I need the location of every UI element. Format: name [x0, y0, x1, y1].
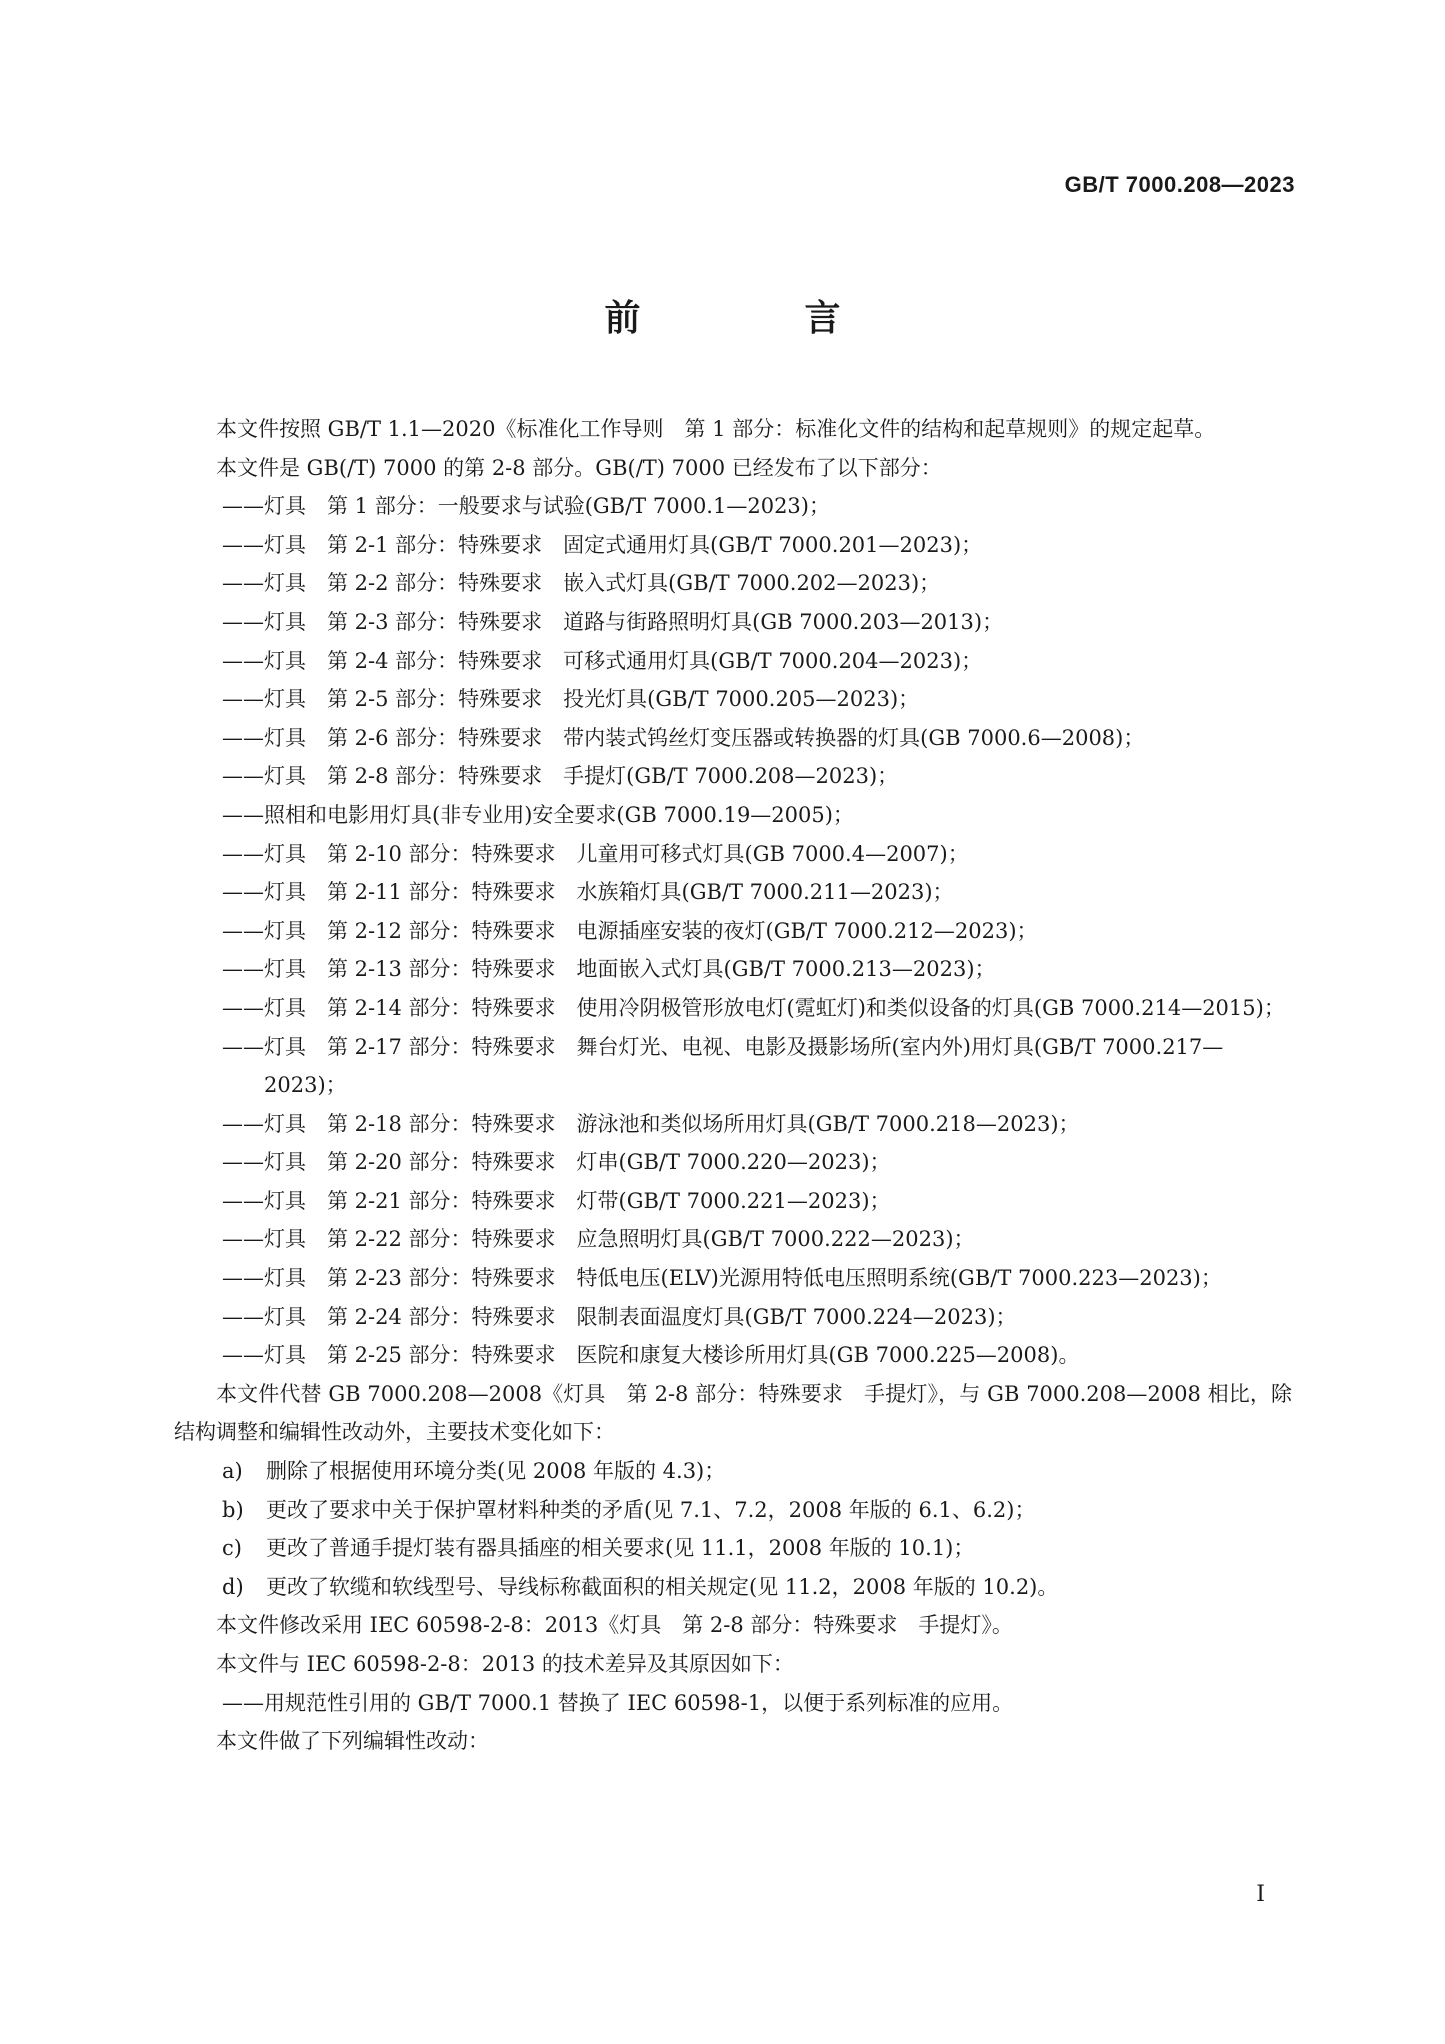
list-item: ——灯具 第 2-17 部分：特殊要求 舞台灯光、电视、电影及摄影场所(室内外)用灯具(GB/T 7000.217—2023)； [222, 1034, 1224, 1098]
list-item: ——灯具 第 2-24 部分：特殊要求 限制表面温度灯具(GB/T 7000.224—2023)； [222, 1304, 1017, 1329]
list-item [174, 1491, 1292, 1530]
list-item-tag: a) [222, 1459, 243, 1484]
list-item: ——灯具 第 2-2 部分：特殊要求 嵌入式灯具(GB/T 7000.202—2023)； [222, 571, 941, 596]
list-item: ——灯具 第 2-25 部分：特殊要求 医院和康复大楼诊所用灯具(GB 7000.225—2008)。 [222, 1343, 1080, 1368]
list-item: ——灯具 第 2-21 部分：特殊要求 灯带(GB/T 7000.221—2023)； [222, 1188, 891, 1213]
list-item: ——灯具 第 2-5 部分：特殊要求 投光灯具(GB/T 7000.205—2023)； [222, 687, 920, 712]
document-body [174, 410, 1292, 1761]
list-item-text: 更改了普通手提灯装有器具插座的相关要求(见 11.1，2008 年版的 10.1)； [266, 1536, 975, 1561]
list-item-tag: b) [222, 1497, 244, 1522]
list-item: ——灯具 第 2-3 部分：特殊要求 道路与街路照明灯具(GB 7000.203—2013)； [222, 609, 1004, 634]
list-item-text: 更改了要求中关于保护罩材料种类的矛盾(见 7.1、7.2，2008 年版的 6.1、6.2)； [266, 1497, 1036, 1522]
paragraph-replacement: 本文件代替 GB 7000.208—2008《灯具 第 2-8 部分：特殊要求 手提灯》，与 GB 7000.208—2008 相比，除结构调整和编辑性改动外，主要技术变化如下： [174, 1381, 1292, 1445]
list-item: ——灯具 第 2-12 部分：特殊要求 电源插座安装的夜灯(GB/T 7000.212—2023)； [222, 918, 1038, 943]
list-item: ——灯具 第 2-14 部分：特殊要求 使用冷阴极管形放电灯(霓虹灯)和类似设备的灯具(GB 7000.214—2015)； [222, 995, 1285, 1020]
list-item: ——灯具 第 2-13 部分：特殊要求 地面嵌入式灯具(GB/T 7000.213—2023)； [222, 957, 996, 982]
paragraph-drafting-basis: 本文件按照 GB/T 1.1—2020《标准化工作导则 第 1 部分：标准化文件的结构和起草规则》的规定起草。 [216, 417, 1216, 441]
paragraph-editorial-changes: 本文件做了下列编辑性改动： [216, 1729, 489, 1754]
list-item-tag: c) [222, 1536, 242, 1561]
list-item-text: 更改了软缆和软线型号、导线标称截面积的相关规定(见 11.2，2008 年版的 10.2)。 [266, 1574, 1059, 1599]
standard-code: GB/T 7000.208—2023 [1064, 172, 1295, 197]
changes-list [174, 1452, 1292, 1606]
parts-list [174, 487, 1292, 1375]
list-item: ——灯具 第 2-8 部分：特殊要求 手提灯(GB/T 7000.208—2023)； [222, 764, 899, 789]
list-item: ——灯具 第 2-11 部分：特殊要求 水族箱灯具(GB/T 7000.211—2023)； [222, 880, 954, 905]
list-item-text: 删除了根据使用环境分类(见 2008 年版的 4.3)； [266, 1459, 726, 1484]
paragraph-technical-differences: 本文件与 IEC 60598-2-8：2013 的技术差异及其原因如下： [216, 1652, 794, 1676]
list-item: ——用规范性引用的 GB/T 7000.1 替换了 IEC 60598-1，以便于系列标准的应用。 [222, 1690, 1014, 1715]
list-item: ——灯具 第 2-10 部分：特殊要求 儿童用可移式灯具(GB 7000.4—2007)； [222, 841, 969, 866]
list-item: ——照相和电影用灯具(非专业用)安全要求(GB 7000.19—2005)； [222, 802, 854, 827]
list-item: ——灯具 第 2-4 部分：特殊要求 可移式通用灯具(GB/T 7000.204—2023)； [222, 648, 983, 673]
list-item: ——灯具 第 2-18 部分：特殊要求 游泳池和类似场所用灯具(GB/T 7000.218—2023)； [222, 1111, 1080, 1136]
list-item: ——灯具 第 1 部分：一般要求与试验(GB/T 7000.1—2023)； [222, 494, 830, 519]
list-item: ——灯具 第 2-22 部分：特殊要求 应急照明灯具(GB/T 7000.222—2023)； [222, 1227, 975, 1252]
list-item [174, 1568, 1292, 1607]
page-title: 前 言 [604, 297, 905, 339]
list-item: ——灯具 第 2-20 部分：特殊要求 灯串(GB/T 7000.220—2023)； [222, 1150, 891, 1175]
list-item [174, 1529, 1292, 1568]
list-item: ——灯具 第 2-23 部分：特殊要求 特低电压(ELV)光源用特低电压照明系统(GB/T 7000.223—2023)； [222, 1266, 1222, 1291]
paragraph-adoption: 本文件修改采用 IEC 60598-2-8：2013《灯具 第 2-8 部分：特殊要求 手提灯》。 [216, 1613, 1013, 1638]
paragraph-series-intro: 本文件是 GB(/T) 7000 的第 2-8 部分。GB(/T) 7000 已经发布了以下部分： [216, 455, 942, 480]
list-item: ——灯具 第 2-1 部分：特殊要求 固定式通用灯具(GB/T 7000.201—2023)； [222, 532, 983, 557]
page-number: I [1256, 1882, 1265, 1907]
list-item: ——灯具 第 2-6 部分：特殊要求 带内装式钨丝灯变压器或转换器的灯具(GB 7000.6—2008)； [222, 725, 1145, 750]
list-item-tag: d) [222, 1574, 244, 1599]
list-item [174, 1452, 1292, 1491]
